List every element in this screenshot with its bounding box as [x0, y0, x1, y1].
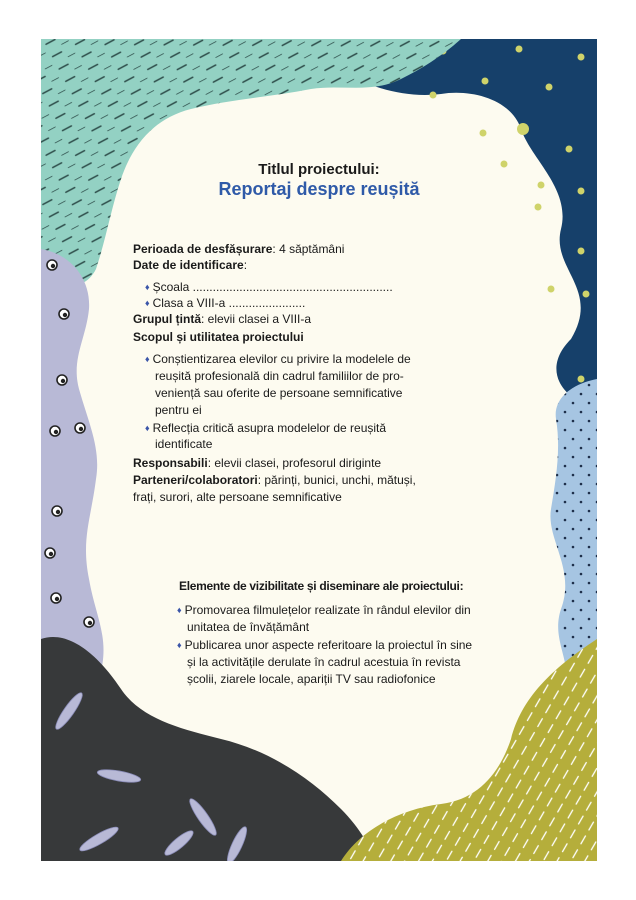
- visibility-item-1: ♦ Promovarea filmulețelor realizate în rândul elevilor din: [177, 603, 471, 617]
- visibility-item-2-line-3: școlii, ziarele locale, apariții TV sau radiofonice: [187, 672, 436, 686]
- school-row: [145, 279, 393, 296]
- partners-row: [133, 472, 416, 488]
- period-label: Perioada de desfășurare: [133, 242, 273, 256]
- school-line: Școala ............................................................: [152, 280, 393, 294]
- class-line: Clasa a VIII-a .......................: [152, 296, 306, 310]
- purpose-item-1-line-4: pentru ei: [155, 403, 202, 417]
- period-row: [133, 241, 344, 257]
- poster-page: [41, 39, 597, 861]
- partners-value: : părinți, bunici, unchi, mătuși,: [257, 473, 416, 487]
- identification-label: Date de identificare: [133, 258, 244, 272]
- partners-line-2: frați, surori, alte persoane semnificative: [133, 490, 342, 504]
- project-title: Reportaj despre reușită: [218, 179, 420, 199]
- project-title-label: Titlul proiectului:: [258, 161, 380, 178]
- period-value: : 4 săptămâni: [272, 242, 345, 256]
- class-row: [145, 295, 305, 312]
- visibility-item-2: ♦ Publicarea unor aspecte referitoare la proiectul în sine: [177, 638, 473, 652]
- visibility-item-2-line-2: și la activitățile derulate în cadrul acestuia în revista: [187, 655, 461, 669]
- purpose-item-1: ♦ Conștientizarea elevilor cu privire la modelele de: [145, 352, 411, 366]
- bullet-icon: ♦: [145, 354, 150, 364]
- purpose-item-2-line-2: identificate: [155, 437, 213, 451]
- responsible-value: : elevii clasei, profesorul diriginte: [207, 456, 382, 470]
- partners-label: Parteneri/colaboratori: [133, 473, 258, 487]
- responsible-label: Responsabili: [133, 456, 208, 470]
- purpose-item-1-line-3: veniență sau oferite de persoane semnificative: [155, 386, 403, 400]
- bullet-icon: ♦: [145, 282, 150, 292]
- bullet-icon: ♦: [177, 640, 182, 650]
- bullet-icon: ♦: [145, 298, 150, 308]
- purpose-item-2: ♦ Reflecția critică asupra modelelor de reușită: [145, 421, 387, 435]
- target-label: Grupul țintă: [133, 312, 201, 326]
- bullet-icon: ♦: [145, 423, 150, 433]
- bullet-icon: ♦: [177, 605, 182, 615]
- target-row: [133, 311, 311, 327]
- identification-row: Date de identificare:: [133, 258, 248, 272]
- purpose-label: Scopul și utilitatea proiectului: [133, 330, 304, 344]
- visibility-item-1-line-2: unitatea de învățământ: [187, 620, 310, 634]
- purpose-item-1-line-2: reușită profesională din cadrul familiilor de pro-: [155, 369, 404, 383]
- target-value: : elevii clasei a VIII-a: [201, 312, 312, 326]
- visibility-heading: Elemente de vizibilitate și diseminare ale proiectului:: [179, 579, 464, 593]
- responsible-row: [133, 455, 381, 471]
